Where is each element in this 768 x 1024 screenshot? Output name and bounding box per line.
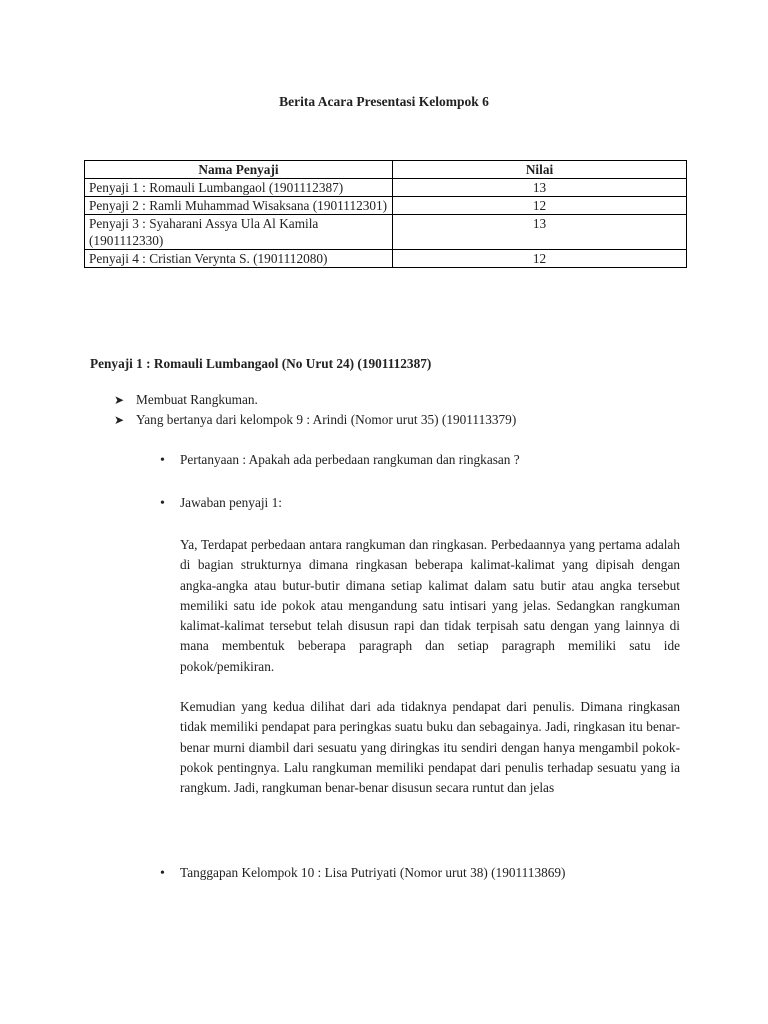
document-title: Berita Acara Presentasi Kelompok 6 <box>279 94 489 109</box>
answer-paragraph-1: Ya, Terdapat perbedaan antara rangkuman dan ringkasan. Perbedaannya yang pertama adalah di bagian strukturnya dimana ringkasan beberapa kalimat-kalimat yang dipisah dengan angka-angka atau butur-butir dimana setiap kalimat dalam satu butir atau angka tersebut memiliki satu ide pokok atau mengandung satu intisari yang jelas. Sedangkan rangkuman kalimat-kalimat tersebut telah disusun rapi dan tidak terpisah satu dengan yang lainnya di mana membentuk beberapa paragraph dan setiap paragraph memiliki satu ide pokok/pemikiran. <box>180 537 680 674</box>
presenter-score: 13 <box>393 179 687 197</box>
table-row <box>85 179 687 197</box>
arrow-list <box>114 390 516 430</box>
presenter-name: Penyaji 1 : Romauli Lumbangaol (1901112387) <box>85 179 393 197</box>
table-row <box>85 197 687 215</box>
answer-paragraph-2: Kemudian yang kedua dilihat dari ada tidaknya pendapat dari penulis. Dimana ringkasan tidak memiliki pendapat para peringkas suatu buku dan sebagainya. Jadi, ringkasan itu benar-benar murni diambil dari sesuatu yang diringkas itu sendiri dengan hanya mengambil pokok-pokok pentingnya. Lalu rangkuman memiliki pendapat dari penulis terhadap sesuatu yang ia rangkum. Jadi, rangkuman benar-benar disusun secara runtut dan jelas <box>180 699 680 796</box>
presenter-name: Penyaji 2 : Ramli Muhammad Wisaksana (1901112301) <box>85 197 393 215</box>
presenter-score: 13 <box>393 215 687 250</box>
section-heading: Penyaji 1 : Romauli Lumbangaol (No Urut 24) (1901112387) <box>90 356 432 371</box>
table-row <box>85 250 687 268</box>
arrow-bullet-icon: ➤ <box>114 392 125 407</box>
presenter-score: 12 <box>393 250 687 268</box>
bullet-dot-icon: • <box>160 866 165 881</box>
arrow-bullet-icon: ➤ <box>114 412 125 427</box>
bullet-dot-icon: • <box>160 496 165 511</box>
presenter-name: Penyaji 3 : Syaharani Assya Ula Al Kamila (1901112330) <box>85 215 393 250</box>
table-header-row <box>85 161 687 179</box>
answer-bullet <box>160 495 282 512</box>
response-bullet <box>160 865 565 882</box>
list-item <box>114 410 516 430</box>
response-text: Tanggapan Kelompok 10 : Lisa Putriyati (Nomor urut 38) (1901113869) <box>180 865 566 880</box>
presenter-score: 12 <box>393 197 687 215</box>
bullet-dot-icon: • <box>160 453 165 468</box>
question-text: Pertanyaan : Apakah ada perbedaan rangkuman dan ringkasan ? <box>180 452 520 467</box>
header-nama-penyaji: Nama Penyaji <box>85 161 393 179</box>
table-row <box>85 215 687 250</box>
list-item <box>114 390 516 410</box>
answer-label: Jawaban penyaji 1: <box>180 495 282 510</box>
header-nilai: Nilai <box>393 161 687 179</box>
presenter-name: Penyaji 4 : Cristian Verynta S. (1901112080) <box>85 250 393 268</box>
question-bullet <box>160 452 520 469</box>
list-item-text: Yang bertanya dari kelompok 9 : Arindi (Nomor urut 35) (1901113379) <box>136 412 517 427</box>
score-table <box>84 160 687 268</box>
list-item-text: Membuat Rangkuman. <box>136 392 258 407</box>
